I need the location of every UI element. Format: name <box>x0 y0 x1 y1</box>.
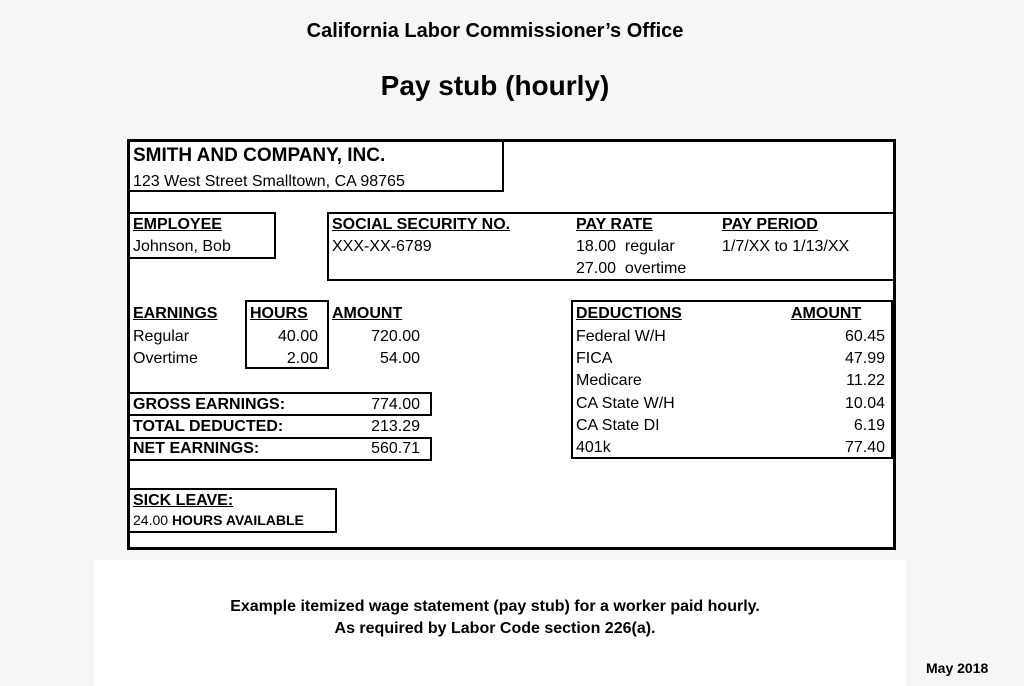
employee-label: EMPLOYEE <box>133 216 222 233</box>
net-label: NET EARNINGS: <box>133 440 260 457</box>
earnings-row-amount: 720.00 <box>371 328 420 345</box>
ssn-label: SOCIAL SECURITY NO. <box>332 216 511 233</box>
deducted-label: TOTAL DEDUCTED: <box>133 418 284 435</box>
company-name: SMITH AND COMPANY, INC. <box>133 145 386 166</box>
date-label: May 2018 <box>926 660 989 676</box>
deduction-name: CA State DI <box>576 417 660 434</box>
pay-rate-label: PAY RATE <box>576 216 653 233</box>
deductions-label: DEDUCTIONS <box>576 305 682 322</box>
deduction-amount: 60.45 <box>844 328 885 345</box>
deduction-name: Medicare <box>576 372 642 389</box>
company-address: 123 West Street Smalltown, CA 98765 <box>133 173 405 190</box>
pay-rate-regular: 18.00 regular <box>576 238 675 255</box>
pay-period-value: 1/7/XX to 1/13/XX <box>722 238 850 255</box>
deduction-amount: 6.19 <box>853 417 885 434</box>
pay-rate-overtime: 27.00 overtime <box>576 260 687 277</box>
employee-name: Johnson, Bob <box>133 238 231 255</box>
deduction-amount: 10.04 <box>844 395 885 412</box>
deduction-name: Federal W/H <box>576 328 666 345</box>
deductions-amount-label: AMOUNT <box>791 305 862 322</box>
earnings-row-hours: 40.00 <box>277 328 318 345</box>
office-heading: California Labor Commissioner’s Office <box>306 20 684 42</box>
earnings-row-type: Overtime <box>133 350 198 367</box>
earnings-row-amount: 54.00 <box>379 350 420 367</box>
gross-label: GROSS EARNINGS: <box>133 396 286 413</box>
hours-label: HOURS <box>250 305 308 322</box>
sick-leave-available: HOURS AVAILABLE <box>171 512 304 528</box>
earnings-row-hours: 2.00 <box>286 350 318 367</box>
sick-leave-label: SICK LEAVE: <box>133 492 234 509</box>
sick-leave-hours: 24.00 <box>133 512 169 528</box>
amount-label: AMOUNT <box>332 305 403 322</box>
deduction-amount: 11.22 <box>846 372 885 389</box>
deduction-name: 401k <box>576 439 611 456</box>
earnings-label: EARNINGS <box>133 305 218 322</box>
deduction-amount: 47.99 <box>844 350 885 367</box>
net-value: 560.71 <box>371 440 420 457</box>
page-title: Pay stub (hourly) <box>380 70 610 101</box>
pay-period-label: PAY PERIOD <box>722 216 818 233</box>
deducted-value: 213.29 <box>371 418 420 435</box>
caption-line-1: Example itemized wage statement (pay stub) for a worker paid hourly. <box>230 598 760 615</box>
deduction-name: CA State W/H <box>576 395 675 412</box>
caption-line-2: As required by Labor Code section 226(a). <box>334 620 656 637</box>
deduction-name: FICA <box>576 350 613 367</box>
earnings-row-type: Regular <box>133 328 190 345</box>
deduction-amount: 77.40 <box>844 439 885 456</box>
ssn-value: XXX-XX-6789 <box>332 238 432 255</box>
sick-leave-hours-line <box>133 511 304 529</box>
gross-value: 774.00 <box>371 396 420 413</box>
